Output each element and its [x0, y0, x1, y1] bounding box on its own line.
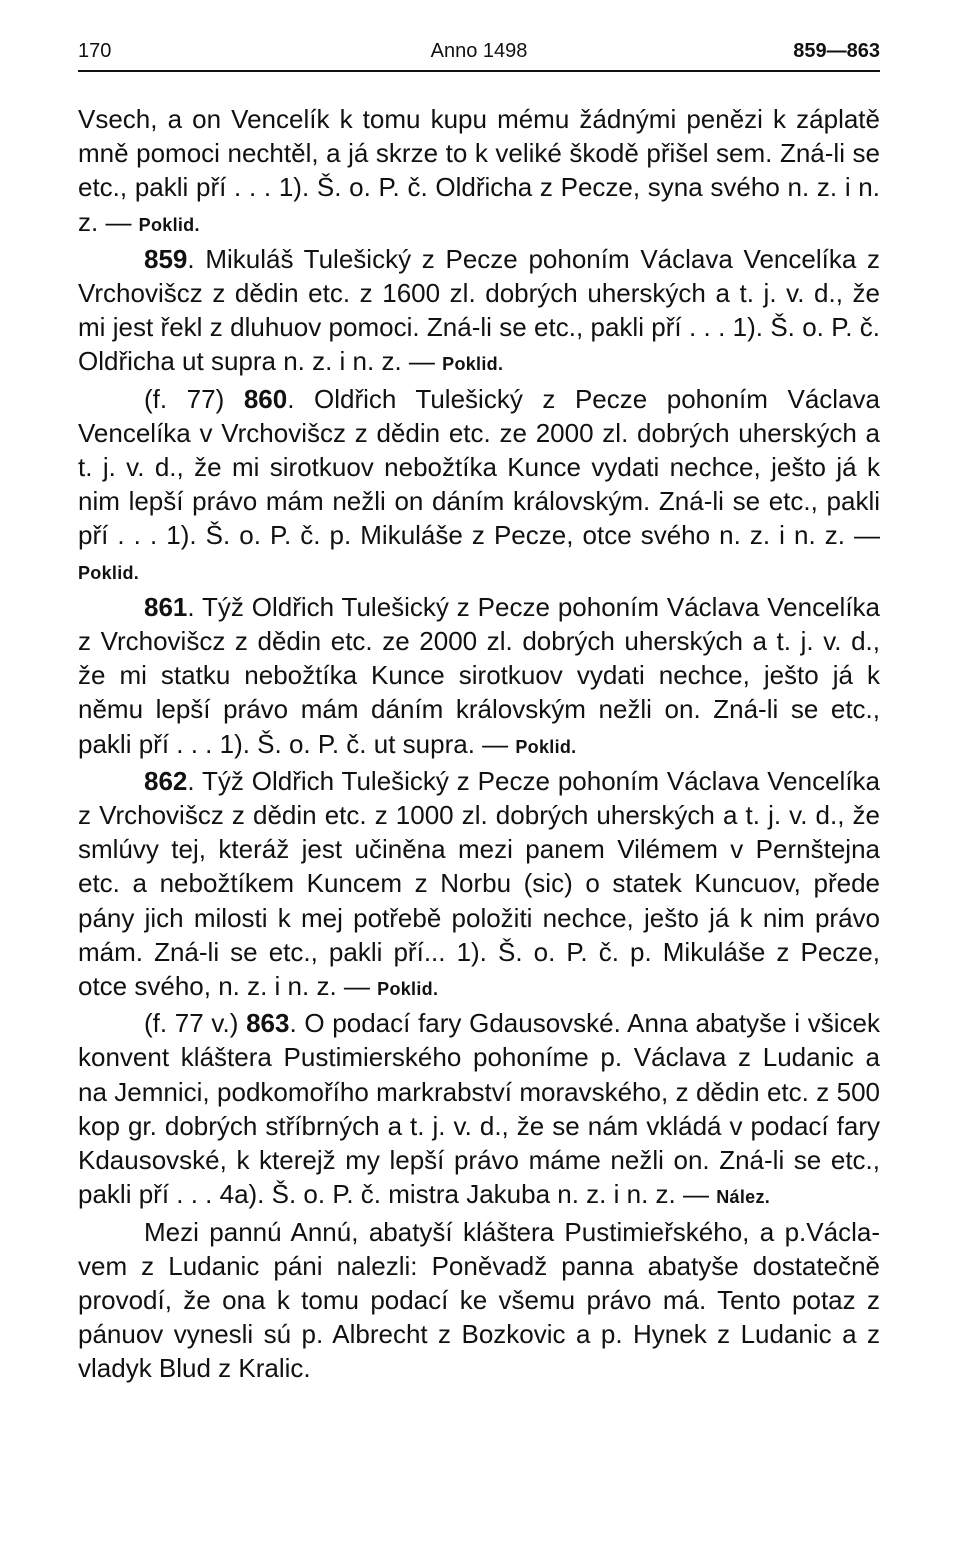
- verdict-word: Poklid.: [78, 562, 140, 583]
- paragraph: [78, 382, 880, 590]
- body-text: [78, 102, 880, 1386]
- running-head: [78, 38, 880, 68]
- verdict-word: Nález.: [716, 1187, 771, 1208]
- paragraph: [78, 1215, 880, 1386]
- entry-number: 859: [144, 243, 188, 274]
- paragraph: [78, 590, 880, 764]
- paragraph-text: . Mikuláš Tulešický z Pecze pohoním Václava Vencelíka z Vrchovišcz z dědin etc. z 1600 zl. dobrých uherských a t. j. v. d., že mi jest řekl z dluhuov pomoci. Zná-li se etc., pakli pří . . . 1). Š. o. P. č. Oldřicha ut supra n. z. i n. z. —: [78, 243, 880, 377]
- paragraph: [78, 764, 880, 1006]
- paragraph-text: . Oldřich Tulešický z Pecze pohoním Václava Vencelíka v Vrchovišcz z dědin etc. ze 2000 zl. dobrých uherských a t. j. v. d., že mi sirotkuov nebožtíka Kunce vydati nechce, ješto já k nim lepší právo mám nežli on dáním královským. Zná-li se etc., pakli pří . . . 1). Š. o. P. č. p. Mikuláše z Pecze, otce svého n. z. i n. z. —: [78, 383, 880, 551]
- verdict-word: Poklid.: [138, 214, 200, 235]
- entry-number: 861: [144, 591, 188, 622]
- paragraph-text: . Týž Oldřich Tulešický z Pecze pohoním Václava Vencelíka z Vrchovišcz z dědin etc. ze 2000 zl. dobrých uherských a t. j. v. d., že mi statku nebožtíka Kunce sirotkuov vydati nechce, ješto já k němu lepší právo mám dáním královským nežli on. Zná-li se etc., pakli pří . . . 1). Š. o. P. č. ut supra. —: [78, 591, 880, 759]
- entry-number: 860: [243, 383, 288, 414]
- verdict-word: Poklid.: [442, 354, 504, 375]
- verdict-word: Poklid.: [515, 736, 577, 757]
- paragraph-text: (f. 77 v.): [144, 1008, 247, 1039]
- verdict-word: Poklid.: [377, 979, 439, 1000]
- header-rule: [78, 70, 880, 72]
- entry-number: 862: [144, 765, 188, 796]
- running-title: Anno 1498: [430, 40, 528, 62]
- entry-number: 863: [246, 1008, 290, 1039]
- paragraph: [78, 102, 880, 242]
- paragraph-text: . Týž Oldřich Tulešický z Pecze pohoním Václava Vencelíka z Vrchovišcz z dědin etc. z 1000 zl. dobrých uherských a t. j. v. d., že smlúvy tej, kteráž jest učiněna mezi panem Vilémem v Pernštejna etc. a nebožtíkem Kuncem z Norbu (sic) o statek Kuncuov, přede pány jich milosti k mej potřebě položiti nechce, ješto já k nim právo mám. Zná-li se etc., pakli pří... 1). Š. o. P. č. p. Mikuláše z Pecze, otce svého, n. z. i n. z. —: [78, 765, 880, 1002]
- paragraph-text: Vsech, a on Vencelík k tomu kupu mému žádnými penězi k záplatě mně pomoci nechtěl, a já skrze to k veliké škodě přišel sem. Zná-li se etc., pakli pří . . . 1). Š. o. P. č. Oldřicha z Pecze, syna svého n. z. i n. z. —: [78, 104, 880, 237]
- page-number: 170: [78, 40, 112, 62]
- paragraph: [78, 242, 880, 382]
- entry-range: 859—863: [793, 40, 880, 62]
- paragraph-text: (f. 77): [144, 383, 244, 414]
- paragraph: [78, 1006, 880, 1214]
- paragraph-text: . O podací fary Gdausovské. Anna abatyše i všicek konvent kláštera Pustimierského pohoníme p. Václava z Ludanic a na Jemnici, podkomořího markrabství moravského, z dědin etc. z 500 kop gr. dobrých stříbrných a t. j. v. d., že se nám vkládá v podací fary Kdausovské, k kterejž my lepší právo máme nežli on. Zná-li se etc., pakli pří . . . 4a). Š. o. P. č. mistra Jakuba n. z. i n. z. —: [78, 1008, 880, 1210]
- paragraph-text: Mezi pannú Annú, abatyší kláštera Pustimieřského, a p.Václavem z Ludanic páni nalezli: Poněvadž panna abatyše dostatečně provodí, že ona k tomu podací ke všemu právo má. Tento potaz z pánuov vynesli sú p. Albrecht z Bozkovic a p. Hynek z Ludanic a z vladyk Blud z Kralic.: [78, 1216, 880, 1384]
